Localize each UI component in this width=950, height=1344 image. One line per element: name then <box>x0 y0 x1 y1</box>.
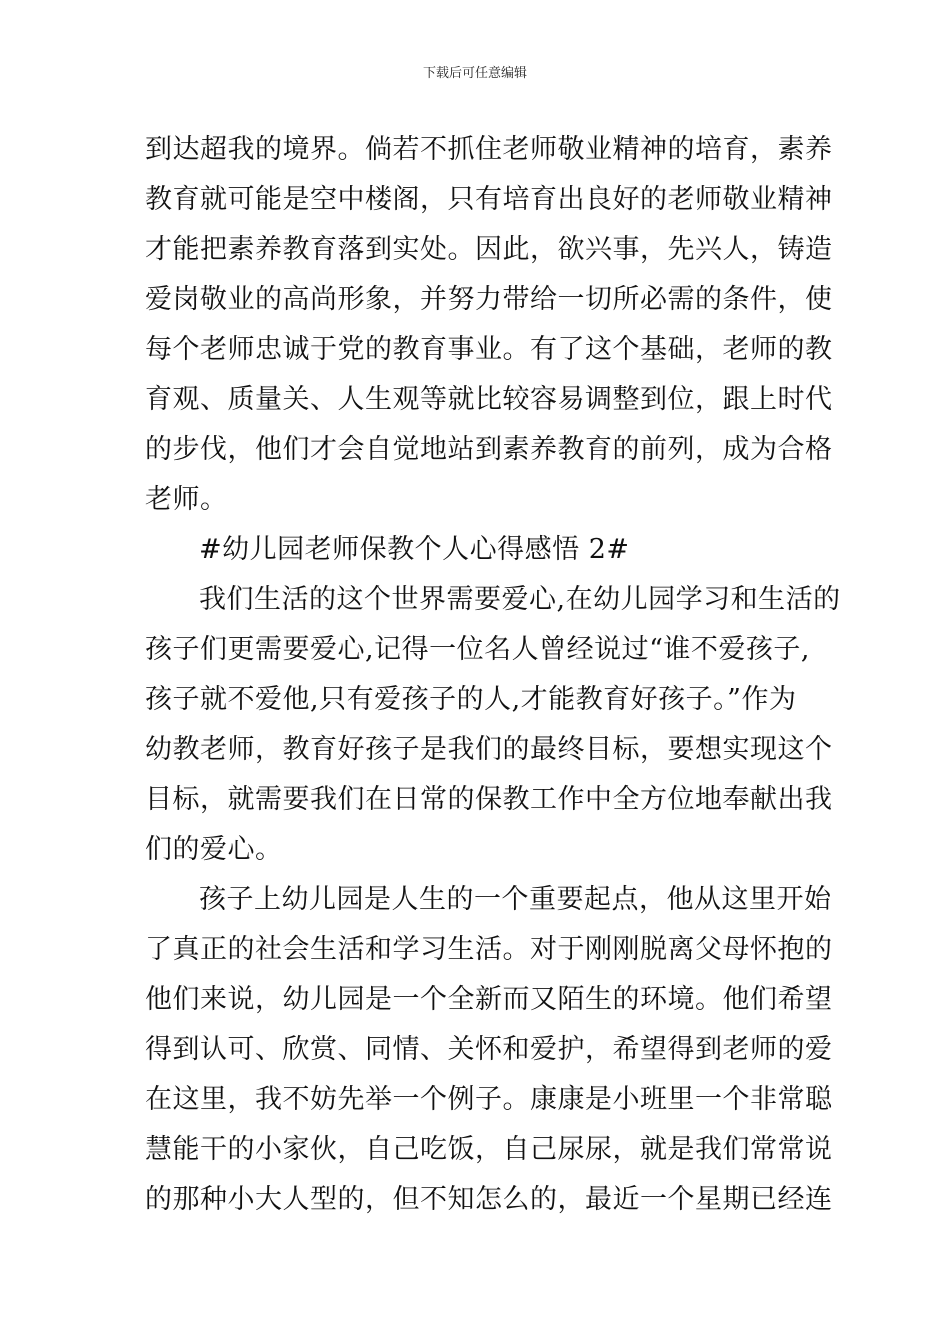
text-line: 每个老师忠诚于党的教育事业。有了这个基础，老师的教 <box>145 334 833 365</box>
page-header: 下载后可任意编辑 <box>422 66 527 81</box>
text-line: 在这里，我不妨先举一个例子。康康是小班里一个非常聪 <box>145 1084 833 1115</box>
text-line: 们的爱心。 <box>145 834 283 865</box>
text-line: 慧能干的小家伙，自己吃饭，自己尿尿，就是我们常常说 <box>145 1134 833 1165</box>
text-line: 教育就可能是空中楼阁，只有培育出良好的老师敬业精神 <box>145 184 833 215</box>
section-heading: #幼儿园老师保教个人心得感悟 2# <box>199 534 630 565</box>
text-line: 的那种小大人型的，但不知怎么的，最近一个星期已经连 <box>145 1184 833 1215</box>
text-line: 才能把素养教育落到实处。因此，欲兴事，先兴人，铸造 <box>145 234 833 265</box>
text-line: 幼教老师，教育好孩子是我们的最终目标，要想实现这个 <box>145 734 833 765</box>
text-line: 目标，就需要我们在日常的保教工作中全方位地奉献出我 <box>145 784 833 815</box>
text-line: 的步伐，他们才会自觉地站到素养教育的前列，成为合格 <box>145 434 833 465</box>
text-line: 孩子上幼儿园是人生的一个重要起点，他从这里开始 <box>199 884 832 915</box>
text-line: 老师。 <box>145 484 228 515</box>
text-line: 了真正的社会生活和学习生活。对于刚刚脱离父母怀抱的 <box>145 934 833 965</box>
text-line: 爱岗敬业的高尚形象，并努力带给一切所必需的条件，使 <box>145 284 833 315</box>
text-line: 孩子们更需要爱心,记得一位名人曾经说过“谁不爱孩子, <box>145 634 810 665</box>
text-line: 得到认可、欣赏、同情、关怀和爱护，希望得到老师的爱 <box>145 1034 833 1065</box>
text-line: 育观、质量关、人生观等就比较容易调整到位，跟上时代 <box>145 384 833 415</box>
text-line: 他们来说，幼儿园是一个全新而又陌生的环境。他们希望 <box>145 984 833 1015</box>
text-line: 孩子就不爱他,只有爱孩子的人,才能教育好孩子。”作为 <box>145 684 797 715</box>
text-line: 到达超我的境界。倘若不抓住老师敬业精神的培育，素养 <box>145 134 833 165</box>
text-line: 我们生活的这个世界需要爱心,在幼儿园学习和生活的 <box>199 584 841 615</box>
